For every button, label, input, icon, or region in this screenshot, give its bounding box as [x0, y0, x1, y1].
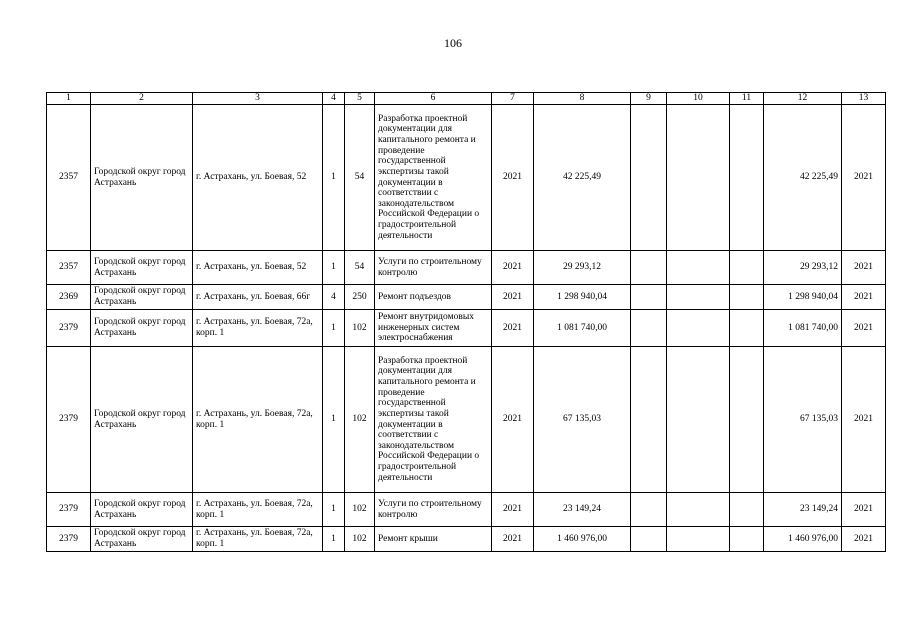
column-header: 5	[345, 93, 375, 105]
cell-col11	[730, 310, 764, 347]
cell-col5: 102	[345, 493, 375, 527]
cell-work-type: Разработка проектной документации для капитального ремонта и проведение государственной экспертизы такой документации в соответствии с законодательством Российской Федерации о градостроительной деятельности	[375, 105, 492, 251]
cell-col10	[667, 285, 730, 310]
cell-address: г. Астрахань, ул. Боевая, 52	[193, 105, 323, 251]
cell-municipality: Городской округ город Астрахань	[91, 310, 193, 347]
cell-col9	[631, 285, 667, 310]
cell-id: 2379	[47, 493, 91, 527]
cell-year: 2021	[492, 493, 534, 527]
cell-id: 2369	[47, 285, 91, 310]
cell-col11	[730, 105, 764, 251]
cell-col12-cost: 29 293,12	[764, 251, 842, 285]
cell-col13-year: 2021	[842, 347, 886, 493]
column-header: 10	[667, 93, 730, 105]
cell-col10	[667, 527, 730, 552]
cell-col10	[667, 105, 730, 251]
column-header: 11	[730, 93, 764, 105]
cell-col12-cost: 1 460 976,00	[764, 527, 842, 552]
column-header: 8	[534, 93, 631, 105]
cell-col11	[730, 493, 764, 527]
column-header: 12	[764, 93, 842, 105]
cell-work-type: Услуги по строительному контролю	[375, 493, 492, 527]
table-row	[47, 347, 886, 493]
cell-year: 2021	[492, 251, 534, 285]
cell-municipality: Городской округ город Астрахань	[91, 493, 193, 527]
cell-col12-cost: 1 298 940,04	[764, 285, 842, 310]
cell-id: 2357	[47, 251, 91, 285]
column-header: 9	[631, 93, 667, 105]
cell-col11	[730, 285, 764, 310]
cell-address: г. Астрахань, ул. Боевая, 72а, корп. 1	[193, 527, 323, 552]
cell-col9	[631, 347, 667, 493]
cell-address: г. Астрахань, ул. Боевая, 72а, корп. 1	[193, 310, 323, 347]
cell-col12-cost: 1 081 740,00	[764, 310, 842, 347]
cell-total-cost: 23 149,24	[534, 493, 631, 527]
cell-address: г. Астрахань, ул. Боевая, 72а, корп. 1	[193, 347, 323, 493]
cell-col9	[631, 310, 667, 347]
cell-col12-cost: 23 149,24	[764, 493, 842, 527]
table-row	[47, 493, 886, 527]
cell-total-cost: 1 298 940,04	[534, 285, 631, 310]
column-header: 6	[375, 93, 492, 105]
cell-col12-cost: 42 225,49	[764, 105, 842, 251]
cell-col10	[667, 347, 730, 493]
cell-col13-year: 2021	[842, 285, 886, 310]
column-header: 13	[842, 93, 886, 105]
cell-year: 2021	[492, 347, 534, 493]
registry-table	[46, 92, 886, 552]
cell-id: 2379	[47, 310, 91, 347]
cell-municipality: Городской округ город Астрахань	[91, 285, 193, 310]
cell-col13-year: 2021	[842, 251, 886, 285]
cell-col5: 250	[345, 285, 375, 310]
cell-col9	[631, 251, 667, 285]
column-header: 2	[91, 93, 193, 105]
cell-total-cost: 42 225,49	[534, 105, 631, 251]
cell-work-type: Ремонт крыши	[375, 527, 492, 552]
cell-year: 2021	[492, 527, 534, 552]
table-row	[47, 285, 886, 310]
cell-col13-year: 2021	[842, 493, 886, 527]
cell-id: 2357	[47, 105, 91, 251]
cell-col10	[667, 251, 730, 285]
cell-col11	[730, 347, 764, 493]
cell-col5: 54	[345, 105, 375, 251]
cell-total-cost: 29 293,12	[534, 251, 631, 285]
cell-col5: 102	[345, 347, 375, 493]
cell-work-type: Ремонт подъездов	[375, 285, 492, 310]
cell-col4: 1	[323, 251, 345, 285]
column-header: 7	[492, 93, 534, 105]
cell-col12-cost: 67 135,03	[764, 347, 842, 493]
cell-address: г. Астрахань, ул. Боевая, 52	[193, 251, 323, 285]
cell-col4: 1	[323, 493, 345, 527]
cell-col4: 1	[323, 527, 345, 552]
cell-total-cost: 67 135,03	[534, 347, 631, 493]
cell-id: 2379	[47, 347, 91, 493]
cell-municipality: Городской округ город Астрахань	[91, 527, 193, 552]
cell-work-type: Ремонт внутридомовых инженерных систем электроснабжения	[375, 310, 492, 347]
table-body	[47, 105, 886, 552]
column-header: 4	[323, 93, 345, 105]
cell-total-cost: 1 460 976,00	[534, 527, 631, 552]
cell-year: 2021	[492, 105, 534, 251]
table-row	[47, 105, 886, 251]
cell-municipality: Городской округ город Астрахань	[91, 347, 193, 493]
table-row	[47, 527, 886, 552]
cell-col4: 1	[323, 347, 345, 493]
cell-col11	[730, 527, 764, 552]
table-row	[47, 310, 886, 347]
cell-col9	[631, 493, 667, 527]
cell-col4: 1	[323, 105, 345, 251]
cell-work-type: Разработка проектной документации для капитального ремонта и проведение государственной экспертизы такой документации в соответствии с законодательством Российской Федерации о градостроительной деятельности	[375, 347, 492, 493]
column-header: 3	[193, 93, 323, 105]
cell-col5: 102	[345, 527, 375, 552]
header-row	[47, 93, 886, 105]
cell-municipality: Городской округ город Астрахань	[91, 251, 193, 285]
cell-year: 2021	[492, 310, 534, 347]
cell-municipality: Городской округ город Астрахань	[91, 105, 193, 251]
cell-col13-year: 2021	[842, 105, 886, 251]
cell-col10	[667, 310, 730, 347]
cell-address: г. Астрахань, ул. Боевая, 66г	[193, 285, 323, 310]
cell-work-type: Услуги по строительному контролю	[375, 251, 492, 285]
cell-col13-year: 2021	[842, 310, 886, 347]
cell-col5: 102	[345, 310, 375, 347]
cell-col13-year: 2021	[842, 527, 886, 552]
cell-col4: 4	[323, 285, 345, 310]
cell-col4: 1	[323, 310, 345, 347]
column-header: 1	[47, 93, 91, 105]
cell-col9	[631, 527, 667, 552]
table-row	[47, 251, 886, 285]
cell-col9	[631, 105, 667, 251]
cell-total-cost: 1 081 740,00	[534, 310, 631, 347]
cell-address: г. Астрахань, ул. Боевая, 72а, корп. 1	[193, 493, 323, 527]
cell-col10	[667, 493, 730, 527]
cell-col11	[730, 251, 764, 285]
page-number: 106	[444, 36, 462, 50]
cell-year: 2021	[492, 285, 534, 310]
cell-col5: 54	[345, 251, 375, 285]
cell-id: 2379	[47, 527, 91, 552]
